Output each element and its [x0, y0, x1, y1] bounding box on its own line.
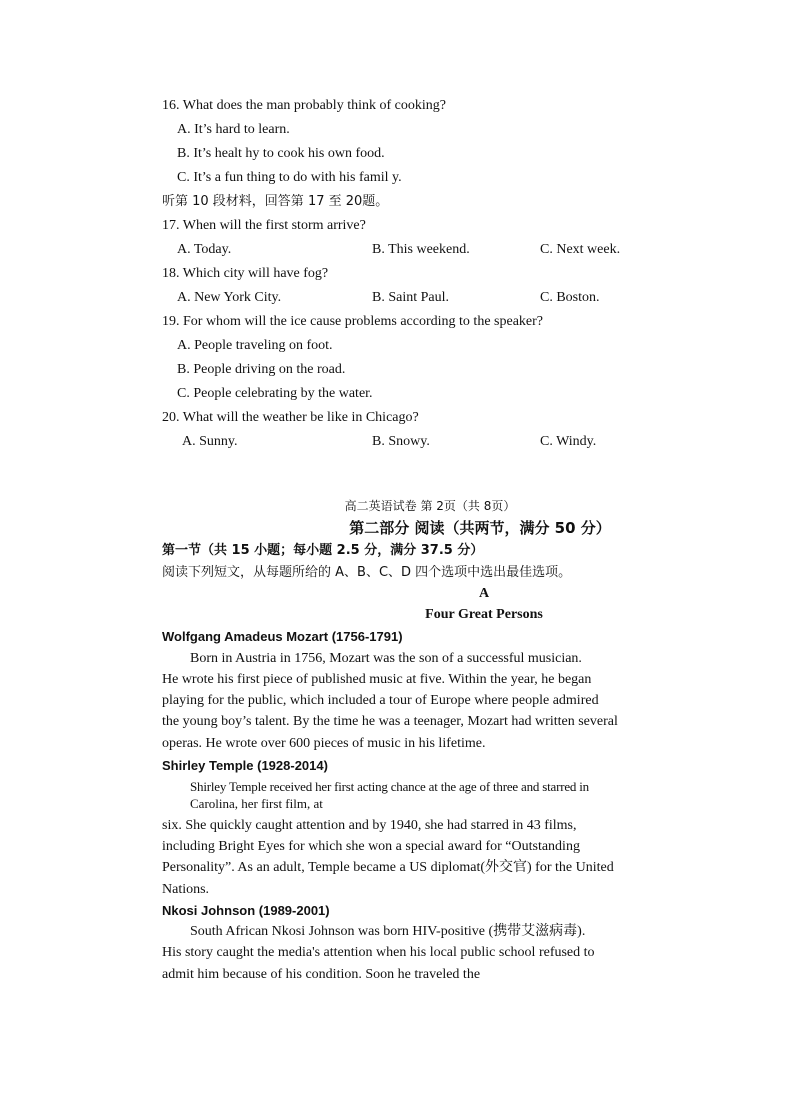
q16-stem: 16. What does the man probably think of cooking? [162, 98, 446, 113]
page-footer: 高二英语试卷 第 2页（共 8页） [344, 499, 516, 513]
q16-option-c: C. It’s a fun thing to do with his famil y. [177, 170, 402, 185]
section1-heading: 第一节（共 15 小题；每小题 2.5 分，满分 37.5 分） [162, 543, 484, 558]
q17-option-b: B. This weekend. [372, 242, 470, 257]
temple-line-6: Nations. [162, 882, 210, 897]
q20-option-c: C. Windy. [540, 434, 597, 449]
q18-option-c: C. Boston. [540, 290, 600, 305]
johnson-heading: Nkosi Johnson (1989-2001) [162, 903, 330, 918]
q18-option-b: B. Saint Paul. [372, 290, 450, 305]
reading-instruction: 阅读下列短文，从每题所给的 A、B、C、D 四个选项中选出最佳选项。 [162, 565, 572, 580]
johnson-line-1: South African Nkosi Johnson was born HIV-positive (携带艾滋病毒). [190, 924, 586, 939]
mozart-line-5: operas. He wrote over 600 pieces of music in his lifetime. [162, 736, 486, 751]
q16-option-b: B. It’s healt hy to cook his own food. [177, 146, 385, 161]
passage-letter: A [478, 586, 490, 601]
q17-option-c: C. Next week. [540, 242, 621, 257]
q18-stem: 18. Which city will have fog? [162, 266, 329, 281]
q20-option-a: A. Sunny. [182, 434, 238, 449]
q16-option-a: A. It’s hard to learn. [177, 122, 290, 137]
temple-line-2: Carolina, her first film, at [190, 796, 323, 811]
passage-title: Four Great Persons [425, 607, 543, 622]
temple-line-1: Shirley Temple received her first acting chance at the age of three and starred in [190, 779, 589, 794]
mozart-line-2: He wrote his first piece of published music at five. Within the year, he began [162, 672, 592, 687]
q19-stem: 19. For whom will the ice cause problems according to the speaker? [162, 314, 543, 329]
mozart-line-4: the young boy’s talent. By the time he was a teenager, Mozart had written several [162, 714, 618, 729]
q17-option-a: A. Today. [177, 242, 232, 257]
mozart-line-3: playing for the public, which included a tour of Europe where people admired [162, 693, 599, 708]
temple-line-5: Personality”. As an adult, Temple became a US diplomat(外交官) for the United [162, 860, 614, 875]
johnson-line-2: His story caught the media's attention when his local public school refused to [162, 945, 595, 960]
temple-line-4: including Bright Eyes for which she won a special award for “Outstanding [162, 839, 580, 854]
q19-option-a: A. People traveling on foot. [177, 338, 333, 353]
section10-instruction: 听第 10 段材料，回答第 17 至 20题。 [162, 194, 389, 209]
temple-line-3: six. She quickly caught attention and by 1940, she had starred in 43 films, [162, 818, 577, 833]
q18-option-a: A. New York City. [177, 290, 282, 305]
q19-option-b: B. People driving on the road. [177, 362, 346, 377]
johnson-line-3: admit him because of his condition. Soon he traveled the [162, 967, 481, 982]
mozart-heading: Wolfgang Amadeus Mozart (1756-1791) [162, 629, 403, 644]
q17-stem: 17. When will the first storm arrive? [162, 218, 366, 233]
part2-heading: 第二部分 阅读（共两节，满分 50 分） [349, 519, 611, 537]
mozart-line-1: Born in Austria in 1756, Mozart was the son of a successful musician. [190, 651, 582, 666]
q20-stem: 20. What will the weather be like in Chicago? [162, 410, 419, 425]
q20-option-b: B. Snowy. [372, 434, 430, 449]
temple-heading: Shirley Temple (1928-2014) [162, 758, 328, 773]
q19-option-c: C. People celebrating by the water. [177, 386, 373, 401]
